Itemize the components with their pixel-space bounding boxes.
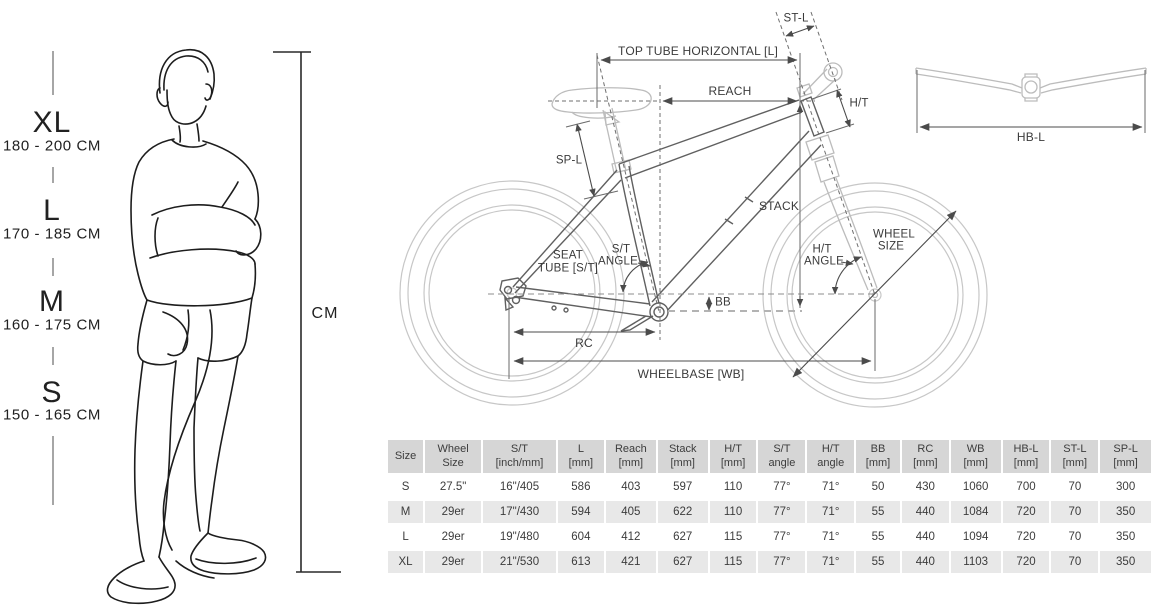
geometry-cell: 586 [556,476,604,498]
size-label-m: M [39,285,65,318]
label-wheelbase: WHEELBASE [WB] [637,367,745,381]
geometry-row-XL [388,551,1151,573]
geometry-cell: 19"/480 [481,526,556,548]
geometry-cell: 440 [900,551,949,573]
geometry-cell: 627 [656,551,708,573]
geometry-col-header: H/T angle [805,440,854,473]
label-chainstay: RC [575,336,593,350]
height-ruler [53,51,341,572]
geometry-cell: 403 [604,476,656,498]
measurements [509,26,956,379]
geometry-cell: 627 [656,526,708,548]
geometry-cell: 1060 [949,476,1001,498]
label-head-tube: H/T [849,97,869,110]
geometry-col-header: HB-L [mm] [1001,440,1050,473]
geometry-cell: 110 [708,501,757,523]
size-label-l: L [43,194,61,227]
geometry-cell: XL [388,551,423,573]
geometry-cell: 1094 [949,526,1001,548]
geometry-cell: S [388,476,423,498]
person-figure [107,50,265,604]
head-tube [801,97,824,136]
geometry-cell: 604 [556,526,604,548]
geometry-cell: 70 [1049,476,1098,498]
geometry-cell: 21"/530 [481,551,556,573]
geometry-cell: 405 [604,501,656,523]
geometry-cell: 350 [1098,501,1151,523]
frame [513,97,824,331]
geometry-col-header: S/T angle [756,440,805,473]
geometry-cell: 71° [805,501,854,523]
geometry-cell: 115 [708,551,757,573]
label-seat-angle-2: ANGLE [598,255,638,268]
geometry-col-header: Reach [mm] [604,440,656,473]
geometry-cell: 77° [756,476,805,498]
size-label-xl: XL [32,106,72,139]
geometry-cell: 700 [1001,476,1050,498]
geometry-cell: 71° [805,526,854,548]
geometry-col-header: Stack [mm] [656,440,708,473]
label-head-angle-1: H/T [812,243,832,256]
geometry-col-header: S/T [inch/mm] [481,440,556,473]
geometry-cell: 622 [656,501,708,523]
geometry-cell: 440 [900,526,949,548]
label-head-angle-2: ANGLE [804,255,844,268]
size-range-xl: 180 - 200 CM [2,137,102,155]
geometry-cell: 55 [854,526,900,548]
rear-wheel [400,181,624,405]
geometry-cell: 412 [604,526,656,548]
geometry-cell: 17"/430 [481,501,556,523]
head-tube-arrow [837,90,850,127]
geometry-cell: 16"/405 [481,476,556,498]
geometry-col-header: ST-L [mm] [1049,440,1098,473]
geometry-row-M [388,501,1151,523]
geometry-cell: M [388,501,423,523]
size-range-s: 150 - 165 CM [2,406,102,424]
geometry-cell: 70 [1049,551,1098,573]
geometry-cell: 71° [805,551,854,573]
geometry-cell: 110 [708,476,757,498]
geometry-row-S [388,476,1151,498]
label-reach: REACH [708,84,752,98]
geometry-cell: 70 [1049,526,1098,548]
geometry-cell: 720 [1001,526,1050,548]
geometry-table-header [388,440,1151,473]
geometry-table-body [388,476,1151,573]
geometry-row-L [388,526,1151,548]
label-wheel-size-1: WHEEL [873,228,915,241]
geometry-cell: 613 [556,551,604,573]
geometry-cell: 594 [556,501,604,523]
label-seat-angle-1: S/T [611,243,631,256]
handlebar-diagram [916,68,1146,133]
geometry-cell: 720 [1001,501,1050,523]
geometry-col-header: WB [mm] [949,440,1001,473]
label-wheel-size-2: SIZE [877,240,905,253]
label-seat-tube-1: SEAT [553,249,583,262]
bike-diagram [400,12,987,407]
stem-length-arrow [786,26,814,36]
label-stem-length: ST-L [783,12,809,25]
geometry-cell: 421 [604,551,656,573]
geometry-cell: 430 [900,476,949,498]
label-top-tube: TOP TUBE HORIZONTAL [L] [618,44,778,58]
handlebar-clamp [1022,74,1040,101]
size-range-m: 160 - 175 CM [2,316,102,334]
geometry-cell: 77° [756,501,805,523]
geometry-cell: 300 [1098,476,1151,498]
geometry-cell: 70 [1049,501,1098,523]
geometry-cell: 1084 [949,501,1001,523]
size-range-l: 170 - 185 CM [2,225,102,243]
ruler-unit-label: CM [311,305,339,322]
geometry-cell: L [388,526,423,548]
geometry-cell: 50 [854,476,900,498]
geometry-cell: 1103 [949,551,1001,573]
geometry-cell: 350 [1098,526,1151,548]
label-bb-drop: BB [715,296,731,309]
geometry-cell: 115 [708,526,757,548]
geometry-col-header: BB [mm] [854,440,900,473]
saddle [552,88,651,125]
geometry-col-header: L [mm] [556,440,604,473]
geometry-cell: 597 [656,476,708,498]
geometry-col-header: H/T [mm] [708,440,757,473]
geometry-cell: 71° [805,476,854,498]
geometry-col-header: RC [mm] [900,440,949,473]
geometry-table [388,437,1151,576]
geometry-col-header: Wheel Size [423,440,481,473]
bottom-bracket [650,303,668,321]
geometry-cell: 77° [756,526,805,548]
geometry-cell: 55 [854,501,900,523]
geometry-cell: 720 [1001,551,1050,573]
label-handlebar-width: HB-L [1016,130,1046,144]
geometry-col-header: Size [388,440,423,473]
geometry-cell: 440 [900,501,949,523]
geometry-col-header: SP-L [mm] [1098,440,1151,473]
label-seatpost-length: SP-L [555,154,583,167]
geometry-cell: 27.5" [423,476,481,498]
geometry-cell: 29er [423,501,481,523]
label-seat-tube-2: TUBE [S/T] [537,262,599,275]
geometry-cell: 29er [423,526,481,548]
size-label-s: S [41,376,63,409]
geometry-cell: 55 [854,551,900,573]
geometry-cell: 77° [756,551,805,573]
geometry-cell: 350 [1098,551,1151,573]
geometry-cell: 29er [423,551,481,573]
label-stack: STACK [758,199,800,213]
